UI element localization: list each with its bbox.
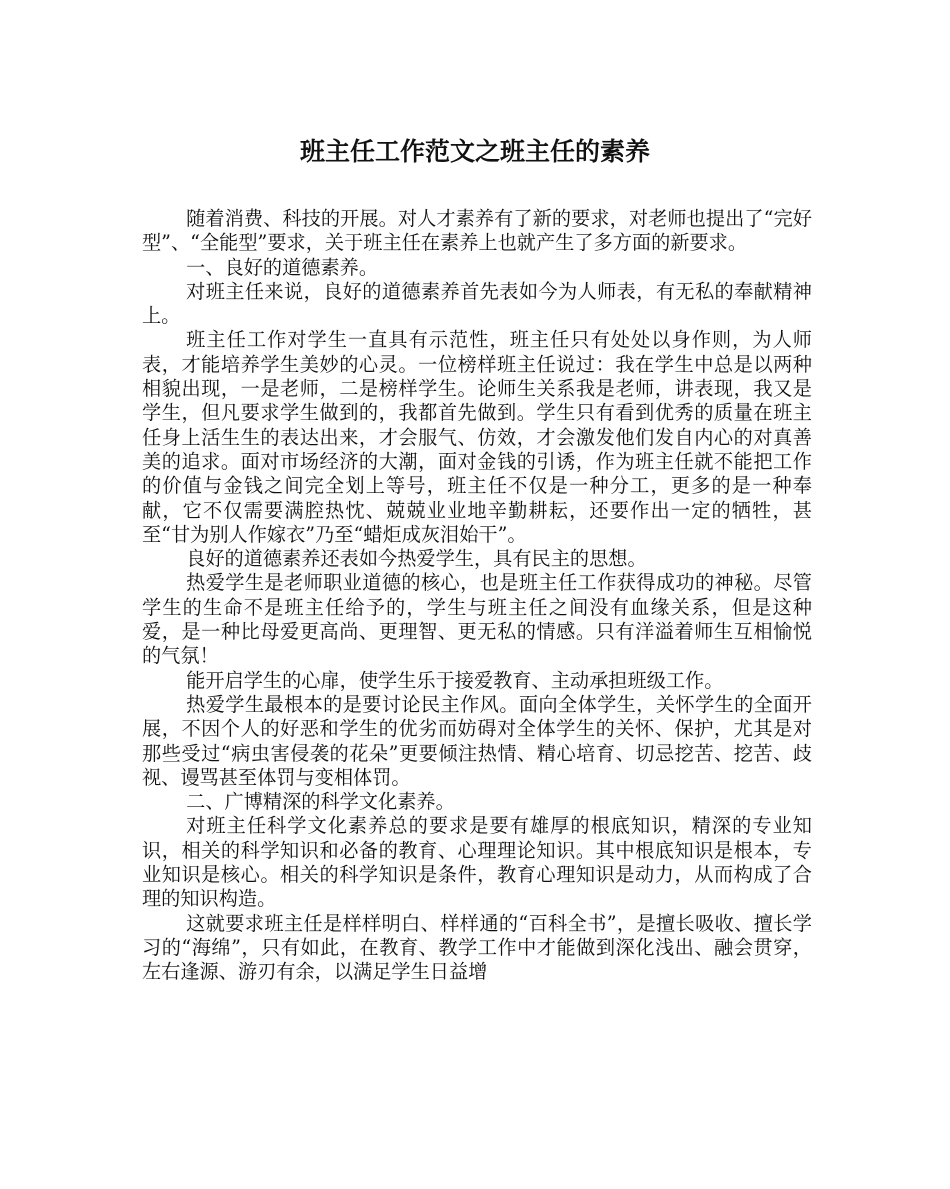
document-body [142, 207, 812, 985]
paragraph-moral-2: 班主任工作对学生一直具有示范性，班主任只有处处以身作则，为人师表，才能培养学生美妙的心灵。一位榜样班主任说过：我在学生中总是以两种相貌出现，一是老师，二是榜样学生。论师生关系我是老师，讲表现，我又是学生，但凡要求学生做到的，我都首先做到。学生只有看到优秀的质量在班主任身上活生生的表达出来，才会服气、仿效，才会激发他们发自内心的对真善美的追求。面对市场经济的大潮，面对金钱的引诱，作为班主任就不能把工作的价值与金钱之间完全划上等号，班主任不仅是一种分工，更多的是一种奉献，它不仅需要满腔热忱、兢兢业业地辛勤耕耘，还要作出一定的牺牲，甚至“甘为别人作嫁衣”乃至“蜡炬成灰泪始干”。 [142, 328, 812, 546]
paragraph-moral-5: 能开启学生的心扉，使学生乐于接爱教育、主动承担班级工作。 [186, 668, 724, 692]
paragraph-moral-1: 对班主任来说，良好的道德素养首先表如今为人师表，有无私的奉献精神上。 [142, 279, 812, 328]
paragraph-moral-4: 热爱学生是老师职业道德的核心，也是班主任工作获得成功的神秘。尽管学生的生命不是班主任给予的，学生与班主任之间没有血缘关系，但是这种爱，是一种比母爱更高尚、更理智、更无私的情感。只有洋溢着师生互相愉悦的气氛！ [142, 571, 812, 668]
section-heading-moral: 一、良好的道德素养。 [186, 255, 379, 279]
paragraph-culture-2: 这就要求班主任是样样明白、样样通的“百科全书”，是擅长吸收、擅长学习的“海绵”，只有如此，在教育、教学工作中才能做到深化浅出、融会贯穿，左右逢源、游刃有余，以满足学生日益增 [142, 911, 812, 984]
paragraph-intro: 随着消费、科技的开展。对人才素养有了新的要求，对老师也提出了“完好型”、“全能型”要求，关于班主任在素养上也就产生了多方面的新要求。 [142, 207, 812, 255]
paragraph-culture-1: 对班主任科学文化素养总的要求是要有雄厚的根底知识，精深的专业知识，相关的科学知识和必备的教育、心理理论知识。其中根底知识是根本，专业知识是核心。相关的科学知识是条件，教育心理知识是动力，从而构成了合理的知识构造。 [142, 814, 812, 911]
paragraph-moral-3: 良好的道德素养还表如今热爱学生，具有民主的思想。 [186, 547, 647, 571]
paragraph-moral-6: 热爱学生最根本的是要讨论民主作风。面向全体学生，关怀学生的全面开展，不因个人的好恶和学生的优劣而妨碍对全体学生的关怀、保护，尤其是对那些受过“病虫害侵袭的花朵”更要倾注热情、精心培育、切忌挖苦、挖苦、歧视、谩骂甚至体罚与变相体罚。 [142, 692, 812, 789]
document-title: 班主任工作范文之班主任的素养 [299, 137, 650, 166]
section-heading-culture: 二、广博精深的科学文化素养。 [186, 790, 455, 814]
